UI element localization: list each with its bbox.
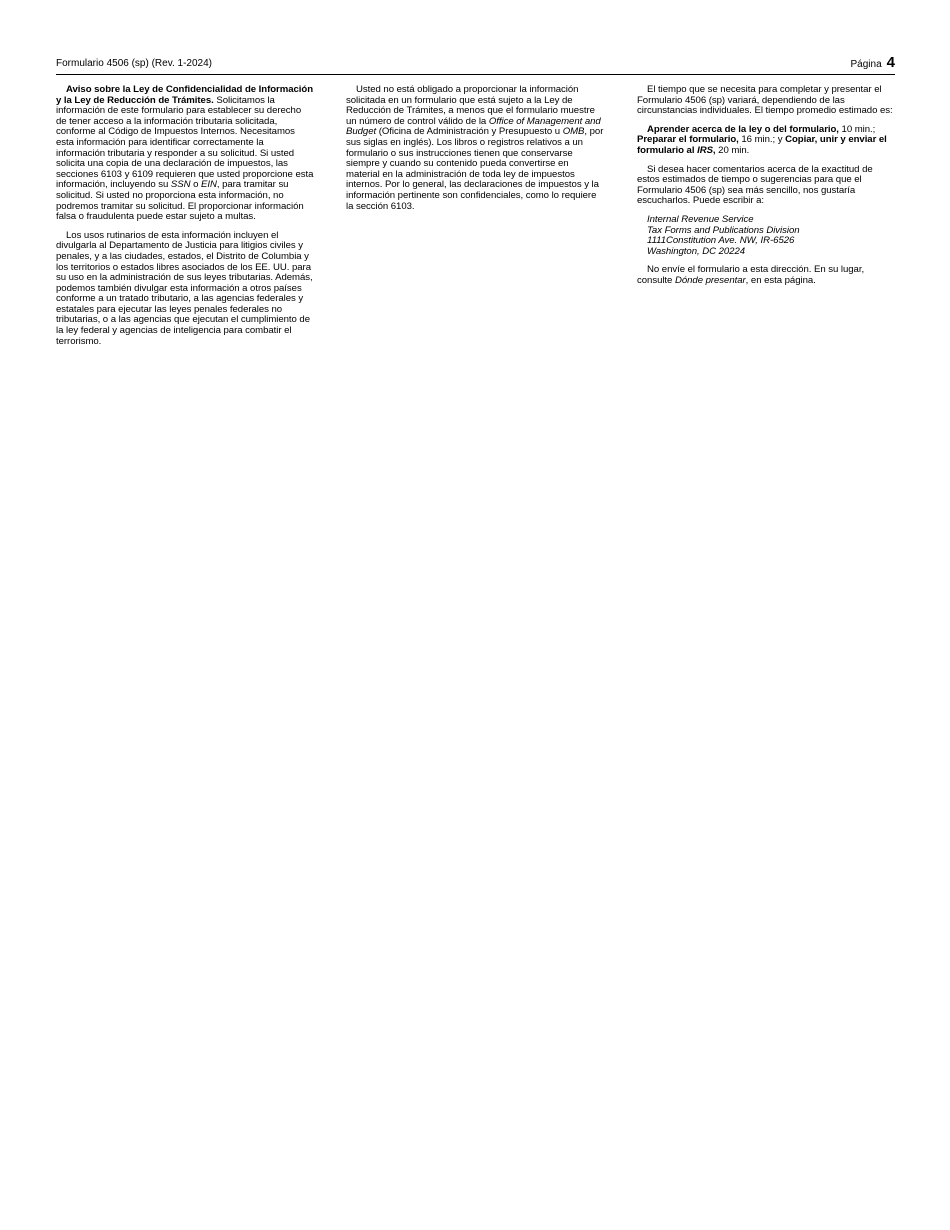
column-time-estimates — [637, 85, 895, 295]
where-to-file-term: Dónde presentar — [674, 274, 746, 286]
address-line-1: Internal Revenue Service — [647, 213, 754, 225]
do-not-send-paragraph: No envíe el formulario a esta dirección. En su lugar, consulte Dónde presentar, en esta página. — [637, 264, 865, 286]
page-number: 4 — [886, 54, 895, 71]
column-privacy-notice — [56, 85, 314, 355]
mailing-address — [637, 215, 895, 257]
learn-label: Aprender acerca de la ley o del formulario, — [647, 123, 839, 135]
column-paperwork-notice — [346, 85, 604, 220]
privacy-paragraph-1: Aviso sobre la Ley de Confidencialidad de Información y la Ley de Reducción de Trámites. Solicitamos la información de este formulario para establecer su derecho de tener acceso a la información tributaria solicitada, conforme al Código de Impuestos Internos. Necesitamos esta información para identificar correctamente la información tributaria y responder a su solicitud. Si usted solicita una copia de una declaración de impuestos, las secciones 6103 y 6109 requieren que usted proporcione esta información, incluyendo su SSN o EIN, para tramitar su solicitud. Si usted no proporciona esta información, no podremos tramitar su solicitud. El proporcionar información falsa o fraudulenta puede estar sujeto a multas. — [56, 84, 314, 223]
routine-uses-paragraph: Los usos rutinarios de esta información incluyen el divulgarla al Departamento de Justicia para litigios civiles y penales, y a las ciudades, estados, el Distrito de Columbia y los territorios o estados libres asociados de los EE. UU. para su uso en la administración de sus leyes tributarias. Además, podemos también divulgar esta información a otros países conforme a un tratado tributario, a las agencias federales y estatales para ejecutar las leyes penales federales no tributarias, o a las agencias que ejecutan el cumplimiento de la ley federal y agencias de inteligencia para combatir el terrorismo. — [56, 229, 313, 347]
page-header — [56, 54, 895, 75]
address-line-4: Washington, DC 20224 — [647, 245, 746, 257]
page-label: Página — [850, 59, 882, 70]
omb-term: OMB — [562, 126, 585, 138]
ein-term: EIN — [201, 179, 217, 191]
irs-term: IRS — [697, 144, 713, 156]
privacy-heading: Aviso sobre la Ley de Confidencialidad de Información y la Ley de Reducción de Trámites. — [56, 84, 314, 106]
paperwork-paragraph: Usted no está obligado a proporcionar la información solicitada en un formulario que está sujeto a la Ley de Reducción de Trámites, a menos que el formulario muestre un número de control válido de la Office of Management and Budget (Oficina de Administración y Presupuesto u OMB, por sus siglas en inglés). Los libros o registros relativos a un formulario o sus instrucciones tienen que conservarse siempre y cuando su contenido pueda convertirse en material en la administración de toda ley de impuestos internos. Por lo general, las declaraciones de impuestos y la información pertinente son confidenciales, como lo requiere la sección 6103. — [346, 84, 604, 212]
comments-paragraph: Si desea hacer comentarios acerca de la exactitud de estos estimados de tiempo o sugerencias para que el Formulario 4506 (sp) sea más sencillo, nos gustaría escucharlos. Puede escribir a: — [637, 163, 873, 207]
time-estimates-paragraph: Aprender acerca de la ley o del formulario, 10 min.; Preparar el formulario, 16 min.; y Copiar, unir y enviar el formulario al IRS, 20 min. — [637, 123, 887, 156]
form-identifier: Formulario 4506 (sp) (Rev. 1-2024) — [56, 58, 212, 69]
omb-full-term: Office of Management and Budget — [346, 115, 601, 138]
address-line-3: 1111Constitution Ave. NW, IR-6526 — [647, 235, 795, 247]
prep-label: Preparar el formulario, — [637, 134, 739, 146]
ssn-term: SSN — [170, 179, 191, 191]
copy-label: Copiar, unir y enviar el formulario al IRS, — [637, 134, 887, 156]
page-indicator — [851, 54, 895, 71]
time-intro-paragraph: El tiempo que se necesita para completar y presentar el Formulario 4506 (sp) variará, dependiendo de las circunstancias individuales. El tiempo promedio estimado es: — [637, 84, 893, 117]
address-line-2: Tax Forms and Publications Division — [647, 224, 800, 236]
